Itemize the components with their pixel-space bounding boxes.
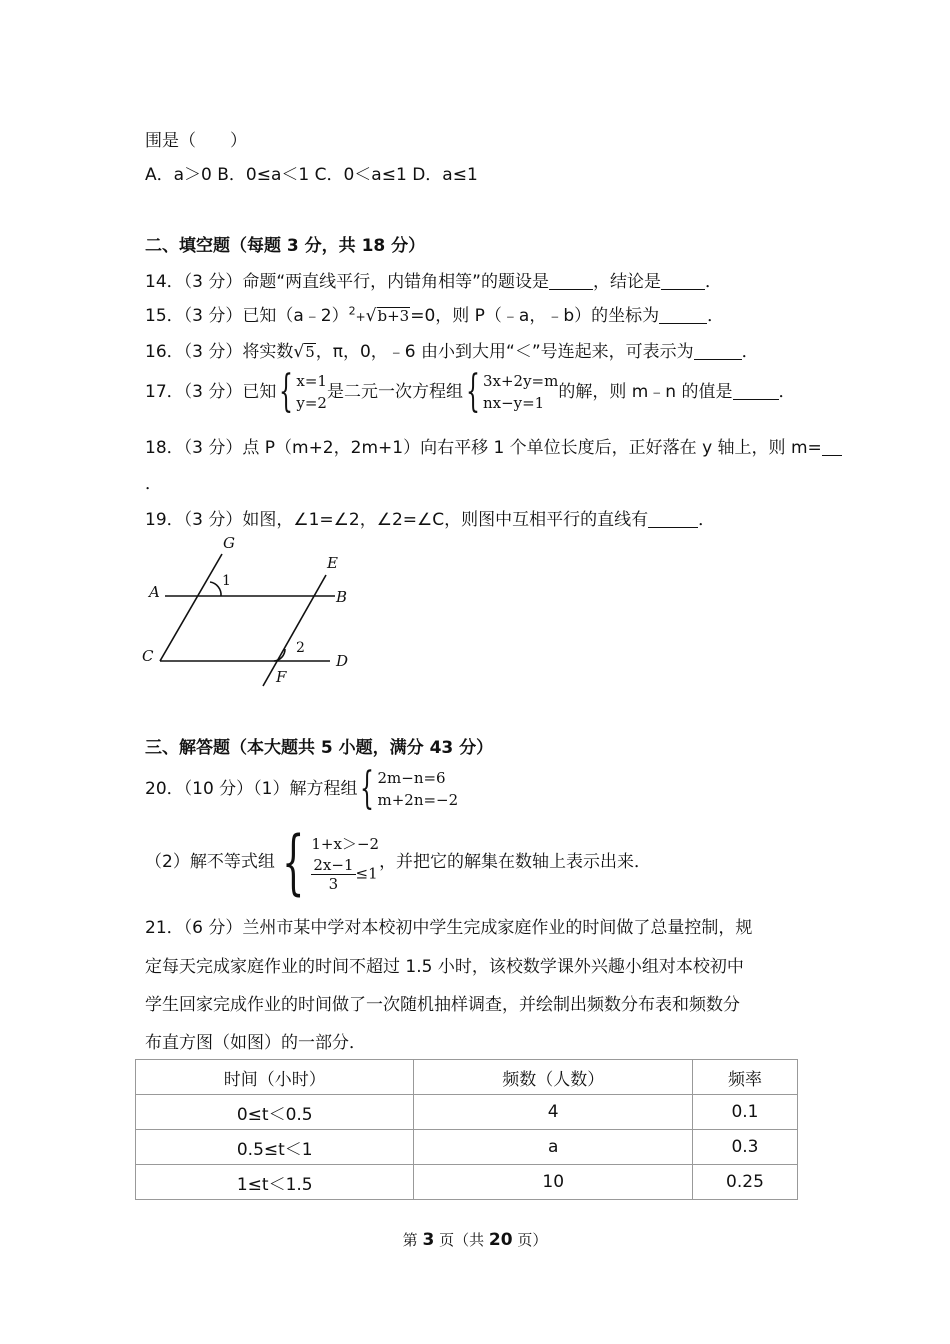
- table-cell: a: [414, 1130, 692, 1165]
- footer-pre: 第: [402, 1231, 418, 1249]
- section3-title: 三、解答题（本大题共 5 小题，满分 43 分）: [145, 738, 494, 758]
- table-header-row: [136, 1060, 798, 1095]
- q20-frac-num: 2x−1: [313, 855, 354, 874]
- q14-text-a: 14．（3 分）命题“两直线平行，内错角相等”的题设是: [145, 272, 549, 292]
- q16: [145, 337, 759, 362]
- q20-inequality-system: { 1+x＞−2 $\frac{2x-1}{3}$ ≤1: [281, 821, 380, 903]
- q20-fraction: [311, 856, 355, 893]
- q20-ineq-1: 1+x＞−2: [311, 834, 380, 853]
- q14-text-b: ，结论是: [592, 272, 661, 292]
- q16-sqrt: √5: [293, 342, 315, 362]
- table-header: 频率: [692, 1060, 797, 1095]
- label-e: E: [327, 554, 338, 572]
- q17-blank: [733, 381, 779, 400]
- q17-system-1: { x=1 y=2: [279, 366, 327, 417]
- q21-line-2: 定每天完成家庭作业的时间不超过 1.5 小时，该校数学课外兴趣小组对本校初中: [145, 957, 744, 977]
- q17-text-b: 是二元一次方程组: [326, 382, 463, 402]
- label-a: A: [149, 583, 160, 601]
- table-cell: 4: [414, 1095, 692, 1130]
- q18-blank: [822, 437, 842, 456]
- table-header: 频数（人数）: [414, 1060, 692, 1095]
- q15-text-a: 15．（3 分）已知（a﹣2）: [145, 306, 349, 326]
- footer-post: 页）: [517, 1231, 548, 1249]
- q21-line-4: 布直方图（如图）的一部分．: [145, 1033, 366, 1053]
- q20-frac-den: 3: [328, 874, 339, 893]
- label-d: D: [336, 652, 349, 670]
- q15-radicand: b+3: [377, 307, 410, 325]
- q20-sys-row: m+2n=−2: [377, 791, 459, 809]
- q13-stem-end: 围是（ ）: [145, 131, 247, 151]
- table-cell: 0.1: [692, 1095, 797, 1130]
- q18-text: 18．（3 分）点 P（m+2，2m+1）向右平移 1 个单位长度后，正好落在 y 轴上，则 m=: [145, 438, 822, 458]
- table-cell: 0.5≤t＜1: [136, 1130, 414, 1165]
- q20-sys-row: 2m−n=6: [377, 769, 446, 787]
- line-ef: [263, 575, 326, 686]
- q21-line-1: 21．（6 分）兰州市某中学对本校初中学生完成家庭作业的时间做了总量控制，规: [145, 918, 753, 938]
- label-c: C: [142, 647, 154, 665]
- footer-total-pages: 20: [488, 1230, 513, 1250]
- table-cell: 10: [414, 1165, 692, 1200]
- parallel-lines-figure: [130, 530, 370, 695]
- q20-part2: [145, 821, 652, 903]
- q16-radicand: 5: [305, 343, 315, 361]
- q18-end: ．: [145, 474, 162, 494]
- q17-text-d: ．: [778, 382, 796, 402]
- q21-line-3: 学生回家完成作业的时间做了一次随机抽样调查，并绘制出频数分布表和频数分: [145, 995, 740, 1015]
- q20-part1: [145, 763, 459, 814]
- table-cell: 0.25: [692, 1165, 797, 1200]
- q19-text-a: 19．（3 分）如图，∠1=∠2，∠2=∠C，则图中互相平行的直线有: [145, 510, 649, 530]
- q17: [145, 366, 796, 417]
- q15-plus: +: [355, 310, 366, 324]
- q16-blank: [694, 341, 742, 360]
- q13-options: A．a＞0 B．0≤a＜1 C．0＜a≤1 D．a≤1: [145, 165, 478, 185]
- q20-part2-text: （2）解不等式组: [145, 852, 275, 872]
- table-row: [136, 1165, 798, 1200]
- q20-part2-end: ，并把它的解集在数轴上表示出来．: [379, 852, 652, 872]
- q14-blank-2: [661, 271, 705, 290]
- q18: [145, 433, 842, 458]
- q17-sys2-row: 3x+2y=m: [482, 372, 559, 390]
- table-row: [136, 1095, 798, 1130]
- q20-ineq-2-rel: ≤1: [355, 864, 378, 882]
- q15-text-b: =0，则 P（﹣a，﹣b）的坐标为: [410, 306, 660, 326]
- angle-1-arc: [210, 582, 221, 596]
- q20-part1-text: 20．（10 分）（1）解方程组: [145, 779, 358, 799]
- table-cell: 1≤t＜1.5: [136, 1165, 414, 1200]
- q20-ineq-2: [311, 856, 379, 893]
- label-b: B: [336, 588, 348, 606]
- q19: [145, 505, 715, 530]
- q14-blank-1: [549, 271, 593, 290]
- q19-blank: [648, 509, 698, 528]
- q17-sys2-row: nx−y=1: [482, 394, 545, 412]
- label-f: F: [276, 668, 287, 686]
- q19-text-b: ．: [698, 510, 716, 530]
- table-row: [136, 1130, 798, 1165]
- footer-page-number: 3: [422, 1230, 435, 1250]
- label-g: G: [223, 534, 235, 552]
- q17-text-a: 17．（3 分）已知: [145, 382, 277, 402]
- q15-sup: 2: [348, 304, 356, 318]
- q14: [145, 267, 722, 292]
- section2-title: 二、填空题（每题 3 分，共 18 分）: [145, 236, 426, 256]
- q15-text-c: ．: [707, 306, 725, 326]
- q14-text-c: ．: [704, 272, 722, 292]
- label-angle-2: 2: [296, 640, 305, 656]
- frequency-table: [135, 1059, 798, 1200]
- q17-sys1-row: y=2: [296, 394, 327, 412]
- q20-system: { 2m−n=6 m+2n=−2: [360, 763, 459, 814]
- footer-mid: 页（共: [439, 1231, 485, 1249]
- label-angle-1: 1: [222, 573, 231, 589]
- q15-blank: [659, 305, 707, 324]
- page-footer: [0, 1229, 950, 1250]
- table-cell: 0≤t＜0.5: [136, 1095, 414, 1130]
- q17-system-2: { 3x+2y=m nx−y=1: [465, 366, 559, 417]
- table-cell: 0.3: [692, 1130, 797, 1165]
- q15-sqrt: √b+3: [365, 306, 410, 326]
- q15: [145, 301, 724, 326]
- q17-text-c: 的解，则 m﹣n 的值是: [558, 382, 733, 402]
- q17-sys1-row: x=1: [296, 372, 327, 390]
- table-header: 时间（小时）: [136, 1060, 414, 1095]
- q16-text-c: ．: [741, 342, 759, 362]
- q16-text-a: 16．（3 分）将实数: [145, 342, 294, 362]
- line-gc: [160, 554, 222, 661]
- q16-text-b: ，π，0，﹣6 由小到大用“＜”号连起来，可表示为: [315, 342, 694, 362]
